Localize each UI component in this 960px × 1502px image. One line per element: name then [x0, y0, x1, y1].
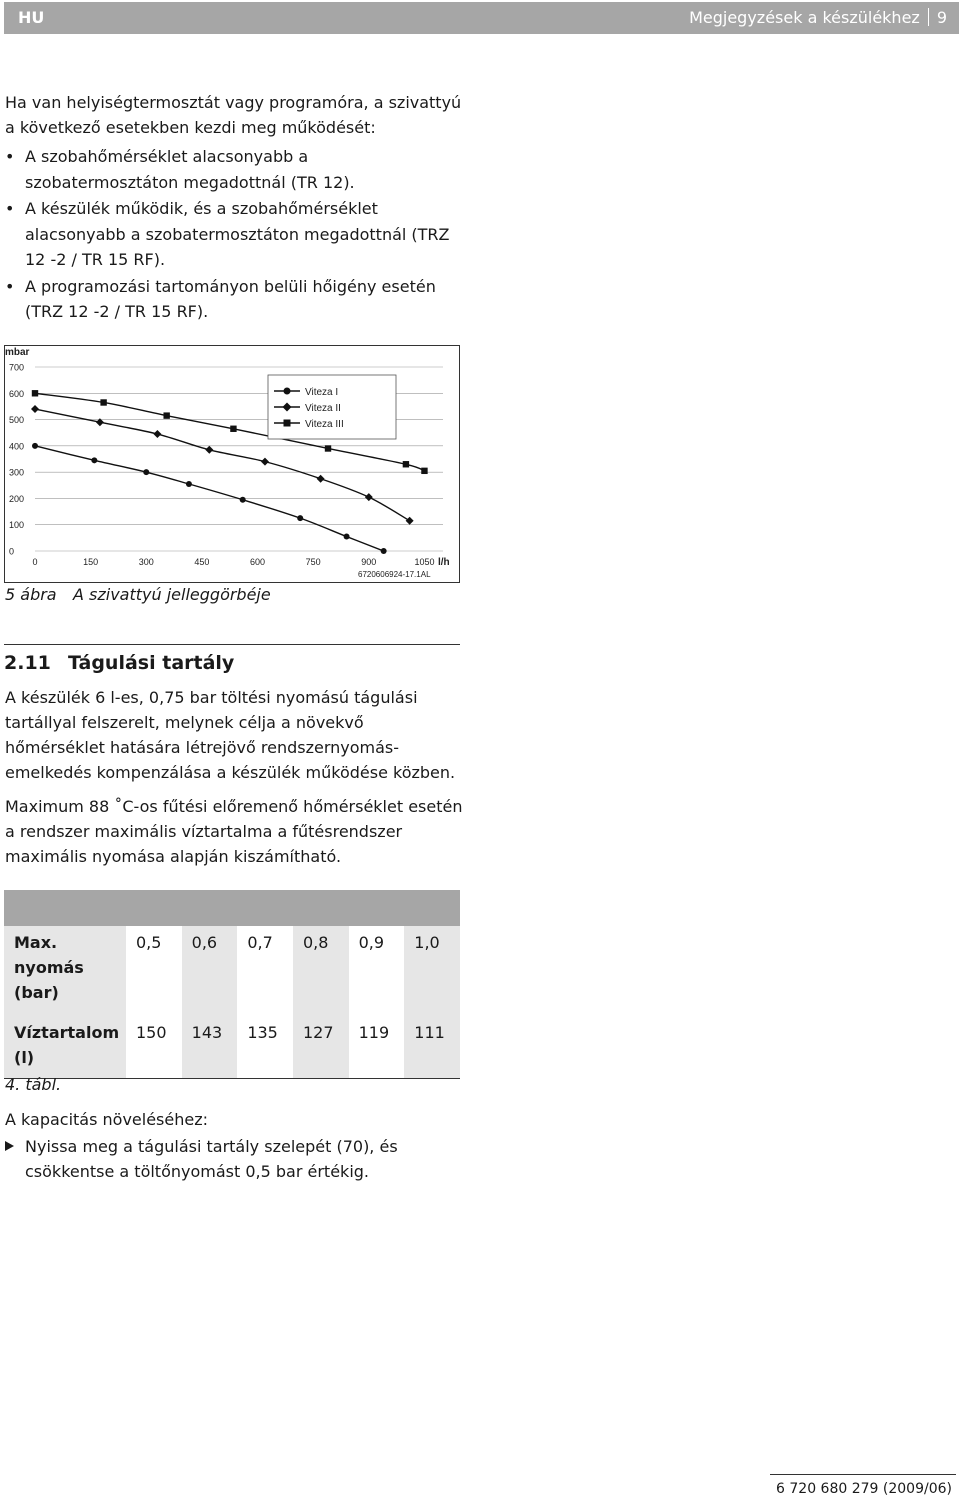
x-tick-label: 750 — [305, 557, 321, 567]
table-cell: 111 — [404, 1016, 460, 1079]
list-item — [5, 274, 465, 325]
row-label: Víztartalom (l) — [4, 1016, 126, 1079]
table-cell: 0,6 — [182, 926, 238, 1016]
bullet-icon: • — [5, 147, 15, 166]
figure-code: 6720606924-17.1AL — [358, 570, 431, 579]
instruction-text: Nyissa meg a tágulási tartály szelepét (70), és csökkentse a töltőnyomást 0,5 bar értékig. — [25, 1137, 398, 1181]
section-divider — [4, 644, 460, 645]
table-cell: 0,8 — [293, 926, 349, 1016]
x-tick-label: 300 — [138, 557, 154, 567]
header-separator — [928, 8, 929, 26]
header-title-group — [689, 8, 947, 27]
table-cell: 0,7 — [237, 926, 293, 1016]
section-paragraph-2: Maximum 88 ˚C-os fűtési előremenő hőmérséklet esetén a rendszer maximális víztartalma a fűtésrendszer maximális nyomása alapján kiszámítható. — [5, 797, 463, 866]
footer-divider — [770, 1474, 956, 1475]
data-point — [403, 461, 409, 467]
bullet-icon: • — [5, 199, 15, 218]
x-tick-label: 0 — [32, 557, 38, 567]
section-paragraph-1: A készülék 6 l-es, 0,75 bar töltési nyomású tágulási tartállyal felszerelt, melynek célja a növekvő hőmérséklet hatására létrejövő rendszernyomás-emelkedés kompenzálása a készülék működése közben. — [5, 688, 456, 782]
y-tick-label: 500 — [9, 415, 25, 426]
figure-caption-text: A szivattyú jelleggörbéje — [73, 585, 271, 604]
table-cell: 0,9 — [349, 926, 405, 1016]
page-number: 9 — [936, 8, 947, 27]
table-cell: 150 — [126, 1016, 182, 1079]
x-tick-label: 900 — [361, 557, 377, 567]
condition-list — [5, 144, 465, 326]
language-code: HU — [18, 8, 45, 27]
document-number: 6 720 680 279 (2009/06) — [776, 1481, 952, 1497]
data-point — [186, 481, 192, 487]
list-item — [5, 196, 465, 273]
expansion-table — [4, 890, 460, 1079]
data-point — [325, 445, 331, 451]
x-tick-label: 450 — [194, 557, 210, 567]
y-tick-label: 300 — [9, 467, 25, 478]
table-cell: 0,5 — [126, 926, 182, 1016]
pump-curve-figure — [4, 345, 460, 583]
bullet-icon: • — [5, 276, 15, 296]
arrow-right-icon — [5, 1141, 14, 1151]
x-tick-label: 600 — [250, 557, 266, 567]
x-axis-label: l/h — [438, 557, 450, 568]
y-tick-label: 700 — [9, 362, 25, 373]
table-cell: 143 — [182, 1016, 238, 1079]
section-number: 2.11 — [4, 652, 51, 674]
section-title: Tágulási tartály — [68, 652, 235, 674]
instruction-step — [5, 1134, 465, 1184]
table-cell: 135 — [237, 1016, 293, 1079]
list-item — [5, 144, 465, 195]
y-tick-label: 0 — [9, 546, 15, 557]
figure-number: 5 ábra — [5, 585, 57, 604]
table-caption: 4. tábl. — [5, 1075, 62, 1094]
table-header-cell — [4, 890, 460, 926]
data-point — [163, 412, 169, 418]
row-label: Max. nyomás (bar) — [4, 926, 126, 1016]
figure-caption — [5, 585, 271, 604]
data-point — [32, 390, 38, 396]
y-tick-label: 200 — [9, 493, 25, 504]
legend-label: Viteza I — [305, 387, 339, 398]
table-cell: 127 — [293, 1016, 349, 1079]
data-point — [344, 534, 350, 540]
table-cell: 119 — [349, 1016, 405, 1079]
section-heading — [4, 652, 234, 674]
x-tick-label: 150 — [83, 557, 99, 567]
table-row — [4, 926, 460, 1016]
list-item-text: A szobahőmérséklet alacsonyabb a szobatermosztáton megadottnál (TR 12). — [25, 147, 355, 192]
legend-label: Viteza II — [305, 403, 341, 414]
data-point — [381, 548, 387, 554]
list-item-text: A készülék működik, és a szobahőmérséklet alacsonyabb a szobatermosztáton megadottnál (TRZ 12 -2 / TR 15 RF). — [25, 199, 450, 269]
y-tick-label: 400 — [9, 441, 25, 452]
y-tick-label: 100 — [9, 520, 25, 531]
y-axis-label: mbar — [5, 347, 30, 358]
legend-marker — [284, 388, 291, 395]
table-header-row — [4, 890, 460, 926]
table-row — [4, 1016, 460, 1079]
data-point — [297, 515, 303, 521]
after-table-text: A kapacitás növeléséhez: — [5, 1110, 209, 1129]
legend-label: Viteza III — [305, 419, 344, 430]
table-cell: 1,0 — [404, 926, 460, 1016]
y-tick-label: 600 — [9, 388, 25, 399]
data-point — [143, 469, 149, 475]
page-header — [4, 2, 959, 34]
data-point — [421, 468, 427, 474]
pump-curve-chart — [4, 345, 460, 583]
legend-marker — [284, 420, 291, 427]
list-item-text: A programozási tartományon belüli hőigény esetén (TRZ 12 -2 / TR 15 RF). — [25, 276, 436, 321]
data-point — [100, 399, 106, 405]
x-tick-label: 1050 — [414, 557, 435, 567]
data-point — [91, 457, 97, 463]
data-point — [240, 497, 246, 503]
data-point — [32, 443, 38, 449]
intro-paragraph: Ha van helyiségtermosztát vagy programóra, a szivattyú a következő esetekben kezdi meg működését: — [5, 93, 462, 137]
header-title: Megjegyzések a készülékhez — [689, 8, 920, 27]
data-point — [230, 426, 236, 432]
